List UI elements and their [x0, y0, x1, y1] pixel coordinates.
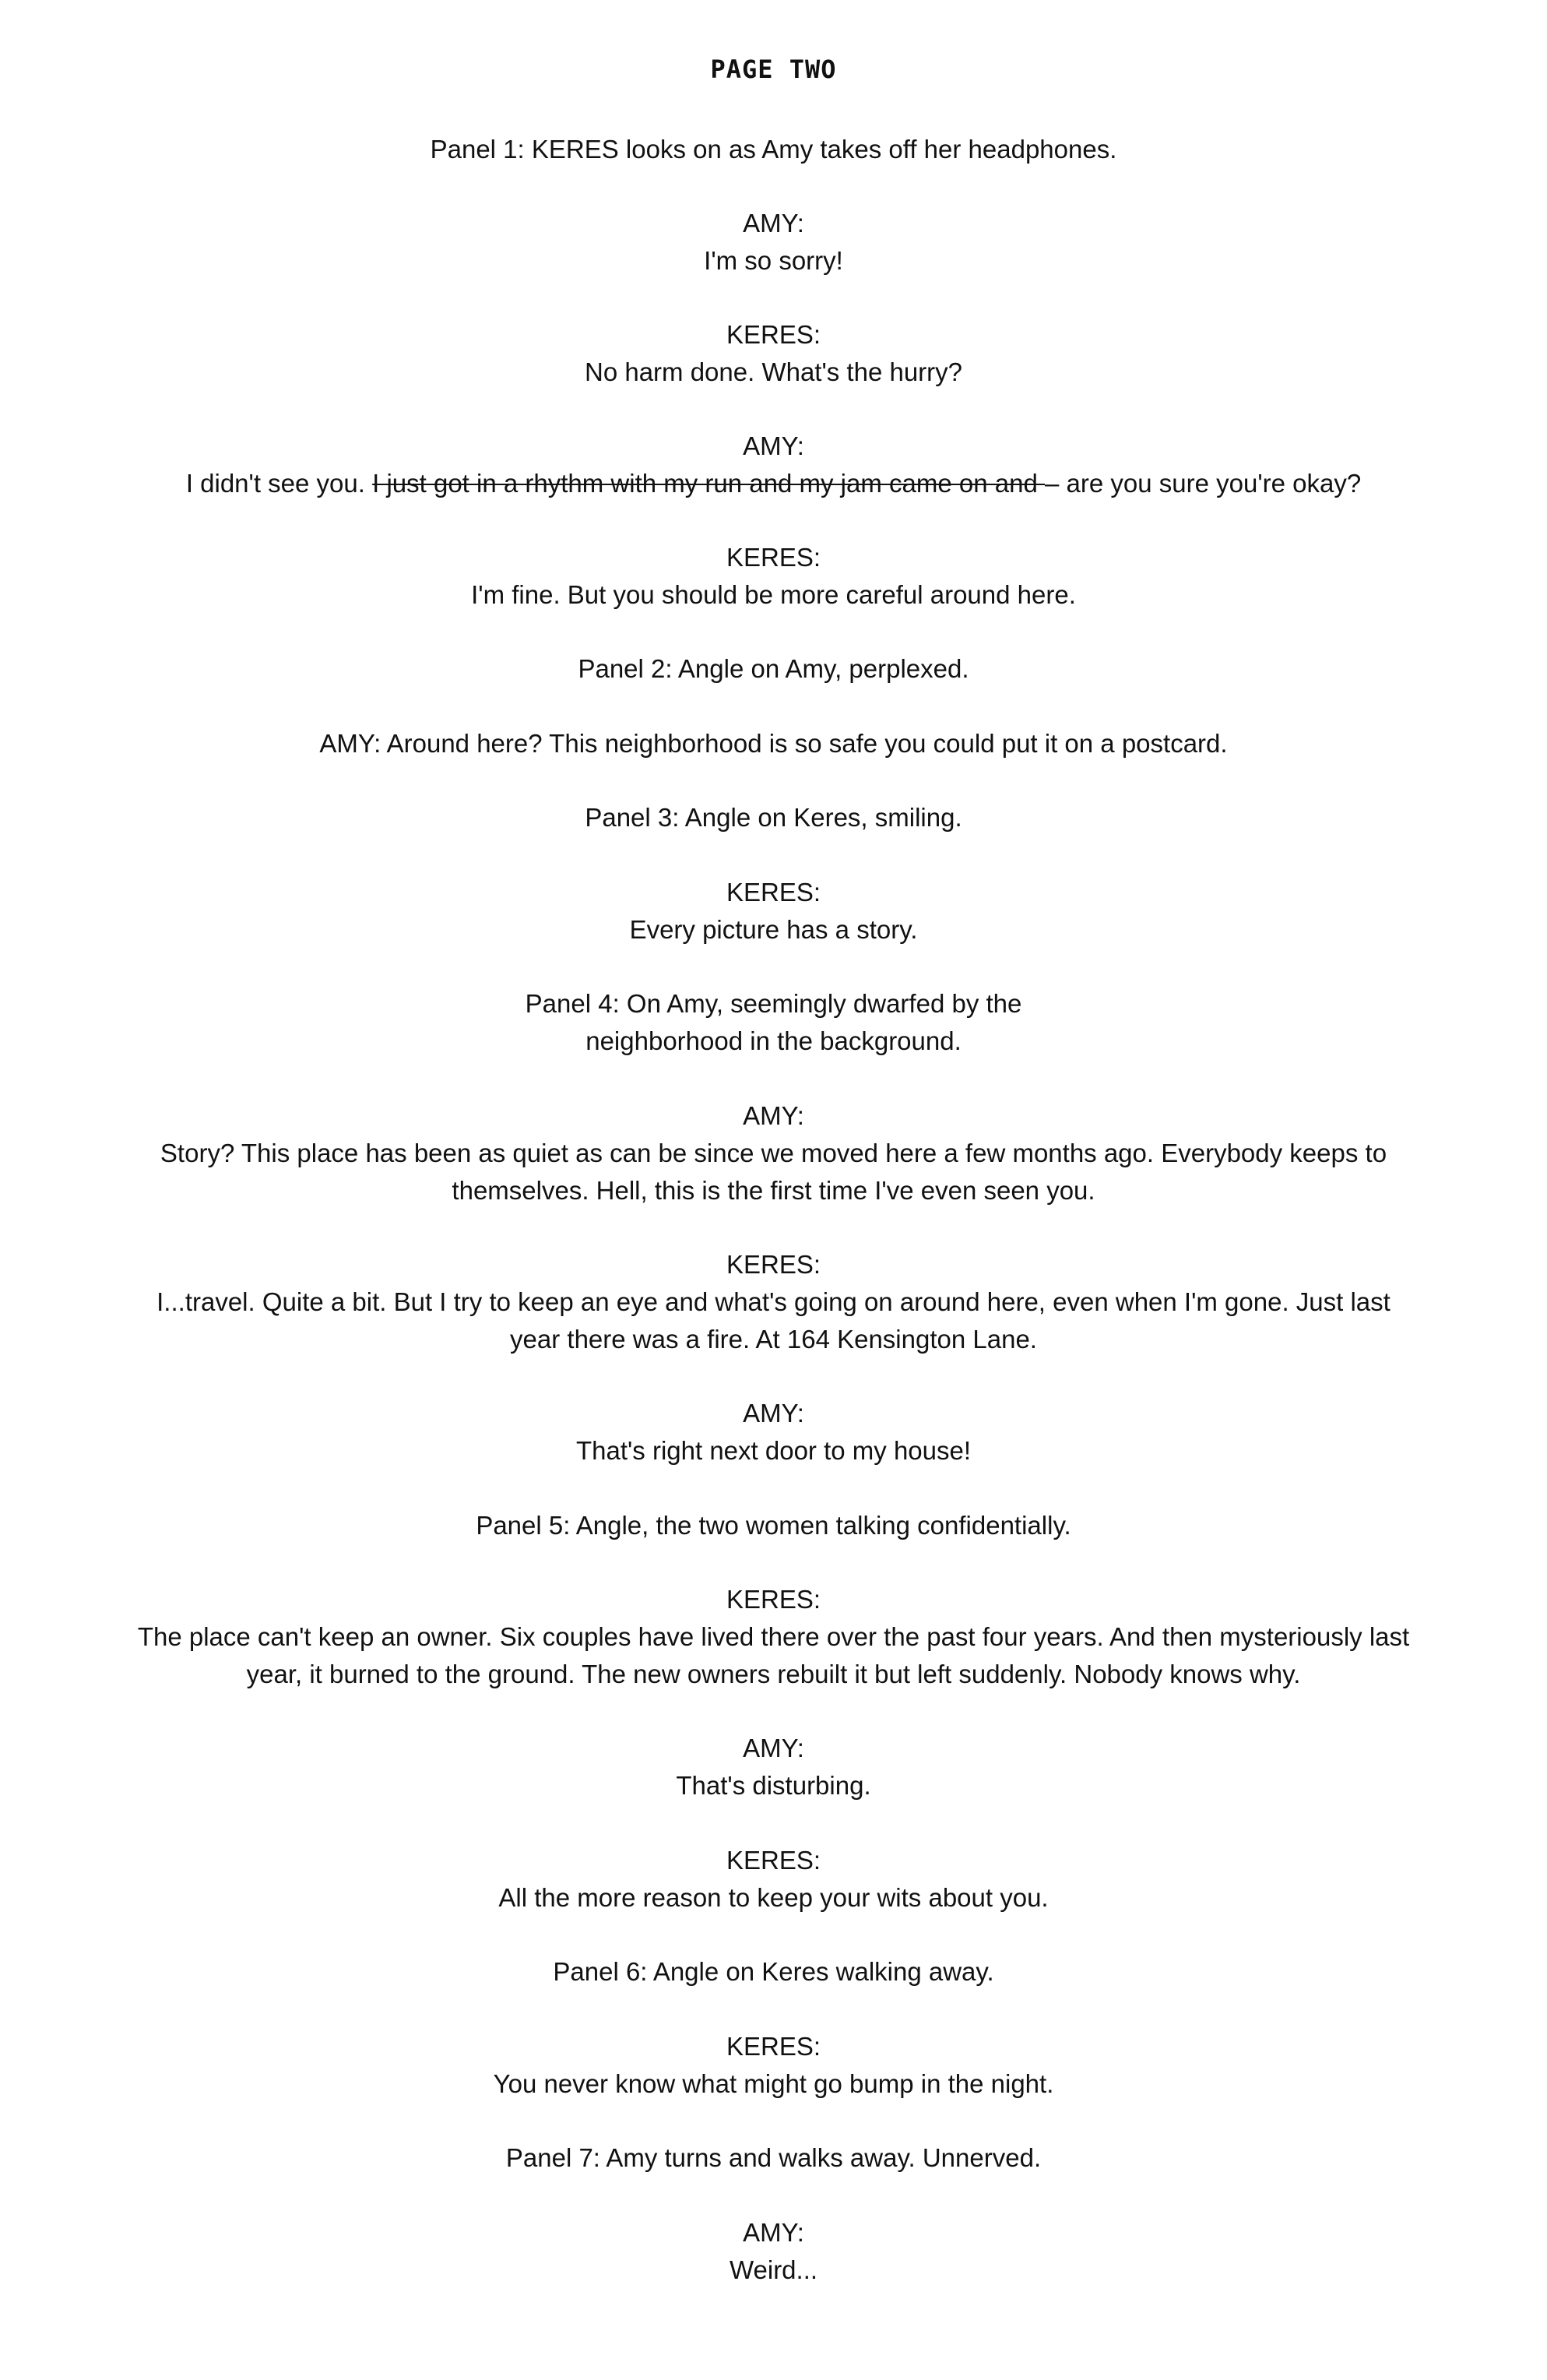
page-title: PAGE TWO: [710, 55, 837, 84]
dialogue-keres: No harm done. What's the hurry?: [584, 357, 963, 386]
dialogue-keres: Every picture has a story.: [629, 915, 918, 944]
dialogue-text: – are you sure you're okay?: [1044, 469, 1362, 498]
panel-2-description: Panel 2: Angle on Amy, perplexed.: [578, 654, 969, 683]
dialogue-keres: I...travel. Quite a bit. But I try to keep an eye and what's going on around here, even when I'm gone. Just last: [156, 1287, 1391, 1316]
dialogue-amy: Story? This place has been as quiet as can be since we moved here a few months ago. Everybody keeps to: [160, 1139, 1387, 1167]
speaker-amy: AMY:: [743, 1399, 804, 1428]
dialogue-amy: Weird...: [729, 2255, 818, 2284]
speaker-keres: KERES:: [726, 1250, 821, 1279]
speaker-amy: AMY:: [743, 1101, 804, 1130]
dialogue-keres: You never know what might go bump in the night.: [493, 2069, 1054, 2098]
panel-4-description: Panel 4: On Amy, seemingly dwarfed by the: [525, 989, 1022, 1018]
speaker-keres: KERES:: [726, 543, 821, 572]
dialogue-keres: I'm fine. But you should be more careful around here.: [471, 580, 1076, 609]
speaker-amy: AMY:: [743, 1734, 804, 1762]
speaker-keres: KERES:: [726, 2032, 821, 2061]
speaker-keres: KERES:: [726, 1846, 821, 1875]
panel-4-description: neighborhood in the background.: [585, 1026, 962, 1055]
speaker-keres: KERES:: [726, 878, 821, 907]
panel-6-description: Panel 6: Angle on Keres walking away.: [553, 1957, 994, 1986]
speaker-amy: AMY:: [743, 209, 804, 238]
struck-through-text: I just got in a rhythm with my run and my jam came on and: [372, 469, 1045, 498]
speaker-amy: AMY:: [743, 431, 804, 460]
dialogue-keres: year there was a fire. At 164 Kensington Lane.: [510, 1325, 1037, 1354]
speaker-keres: KERES:: [726, 1585, 821, 1614]
dialogue-amy-struck: [47, 465, 1500, 502]
dialogue-amy: themselves. Hell, this is the first time I've even seen you.: [452, 1176, 1095, 1205]
dialogue-keres: All the more reason to keep your wits about you.: [498, 1883, 1049, 1912]
dialogue-amy: That's disturbing.: [676, 1771, 871, 1800]
dialogue-amy: AMY: Around here? This neighborhood is so safe you could put it on a postcard.: [319, 729, 1228, 758]
dialogue-amy: I'm so sorry!: [704, 246, 843, 275]
dialogue-keres: The place can't keep an owner. Six couples have lived there over the past four years. And then mysteriously last: [137, 1622, 1410, 1651]
dialogue-keres: year, it burned to the ground. The new owners rebuilt it but left suddenly. Nobody knows why.: [246, 1660, 1301, 1688]
speaker-keres: KERES:: [726, 320, 821, 349]
panel-7-description: Panel 7: Amy turns and walks away. Unnerved.: [505, 2143, 1042, 2172]
dialogue-text: I didn't see you.: [185, 469, 373, 498]
panel-3-description: Panel 3: Angle on Keres, smiling.: [585, 803, 962, 832]
speaker-amy: AMY:: [743, 2218, 804, 2247]
panel-5-description: Panel 5: Angle, the two women talking confidentially.: [476, 1511, 1071, 1540]
dialogue-amy: That's right next door to my house!: [575, 1436, 972, 1465]
panel-1-description: Panel 1: KERES looks on as Amy takes off her headphones.: [430, 135, 1117, 164]
